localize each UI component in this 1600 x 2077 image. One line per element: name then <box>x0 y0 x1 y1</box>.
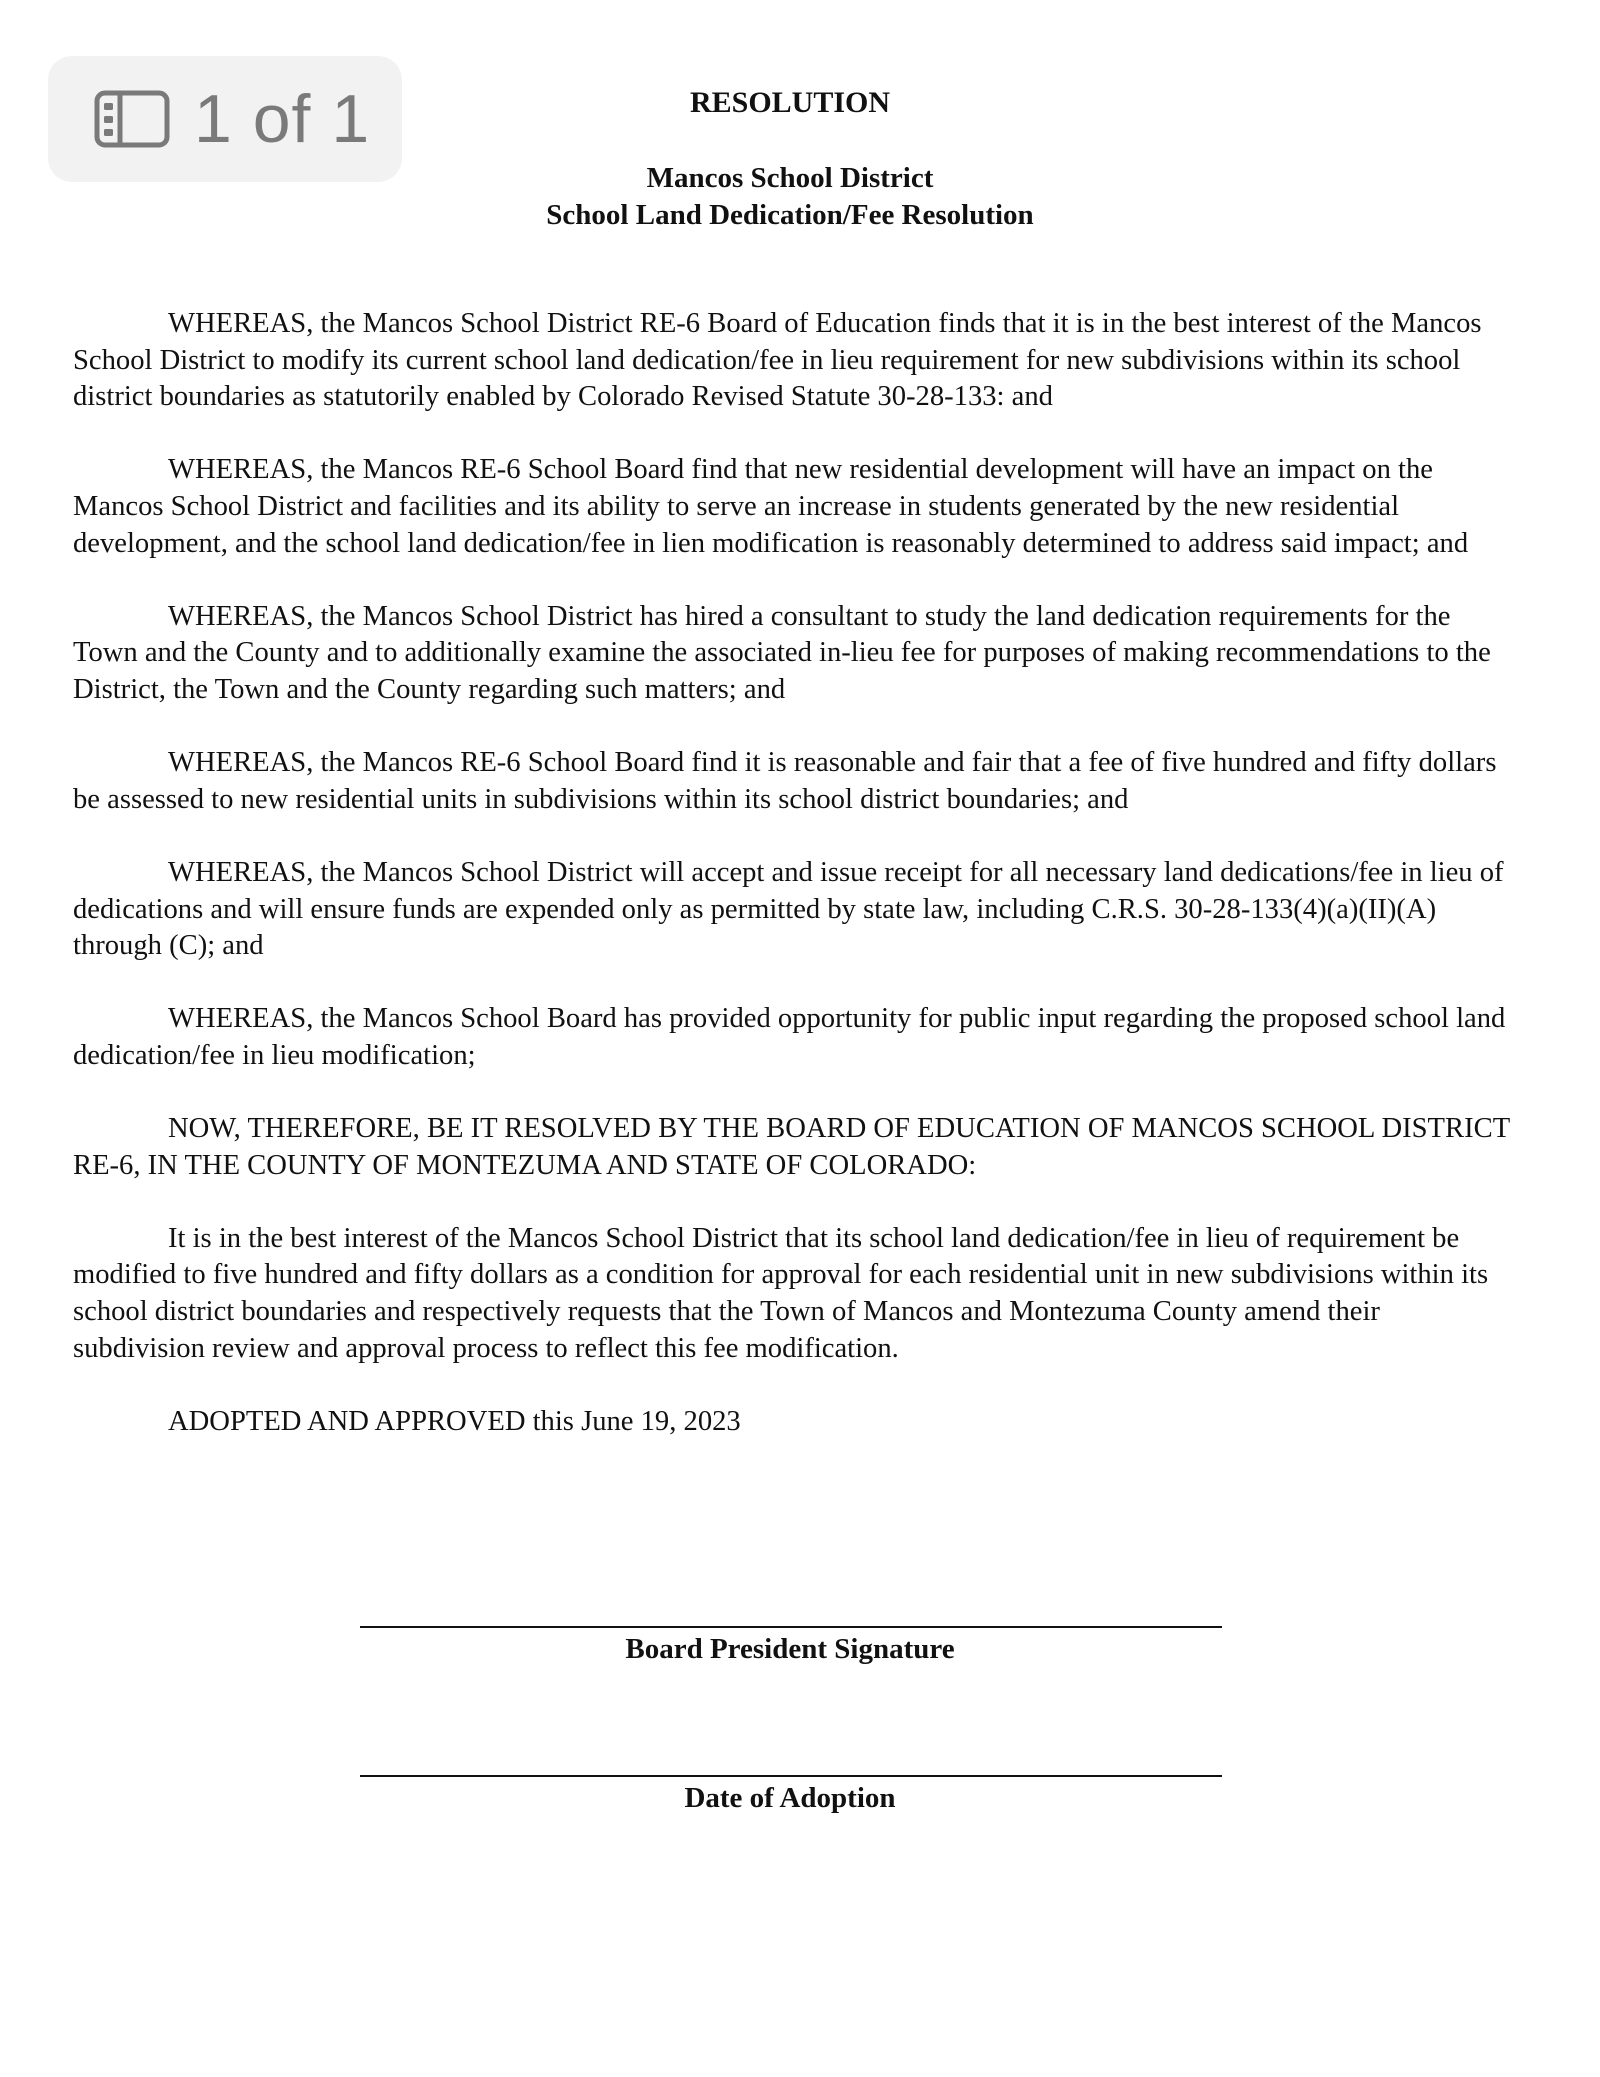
whereas-paragraph-3: WHEREAS, the Mancos School District has hired a consultant to study the land dedication requirements for the Town and the County and to additionally examine the associated in-lieu fee for purposes of making recommendations to the District, the Town and the County regarding such matters; and <box>73 600 1491 705</box>
whereas-paragraph-1: WHEREAS, the Mancos School District RE-6 Board of Education finds that it is in the best interest of the Mancos School District to modify its current school land dedication/fee in lieu requirement for new subdivisions within its school district boundaries as statutorily enabled by Colorado Revised Statute 30-28-133: and <box>73 308 1482 413</box>
resolved-paragraph: NOW, THEREFORE, BE IT RESOLVED BY THE BOARD OF EDUCATION OF MANCOS SCHOOL DISTRICT RE-6, IN THE COUNTY OF MONTEZUMA AND STATE OF COLORADO: <box>73 1113 1510 1181</box>
date-label: Date of Adoption <box>684 1782 896 1814</box>
date-line <box>360 1775 1222 1777</box>
document-subtitle-resolution: School Land Dedication/Fee Resolution <box>546 199 1034 231</box>
resolution-paragraph: It is in the best interest of the Mancos School District that its school land dedication/fee in lieu of requirement be modified to five hundred and fifty dollars as a condition for approval for each residential unit in new subdivisions within its school district boundaries and respectively requests that the Town of Mancos and Montezuma County amend their subdivision review and approval process to reflect this fee modification. <box>73 1222 1489 1364</box>
adopted-statement: ADOPTED AND APPROVED this June 19, 2023 <box>168 1405 741 1437</box>
signature-line <box>360 1626 1222 1628</box>
signature-label: Board President Signature <box>625 1633 955 1665</box>
whereas-paragraph-2: WHEREAS, the Mancos RE-6 School Board find that new residential development will have an impact on the Mancos School District and facilities and its ability to serve an increase in students generated by the new residential development, and the school land dedication/fee in lien modification is reasonably determined to address said impact; and <box>73 454 1469 559</box>
document-title: RESOLUTION <box>689 86 891 119</box>
document-subtitle-district: Mancos School District <box>646 162 934 194</box>
whereas-paragraph-4: WHEREAS, the Mancos RE-6 School Board find it is reasonable and fair that a fee of five hundred and fifty dollars be assessed to new residential units in subdivisions within its school district boundaries; and <box>73 747 1497 815</box>
whereas-paragraph-5: WHEREAS, the Mancos School District will accept and issue receipt for all necessary land dedications/fee in lieu of dedications and will ensure funds are expended only as permitted by state law, including C.R.S. 30-28-133(4)(a)(II)(A) through (C); and <box>73 856 1504 962</box>
page-indicator-text: 1 of 1 <box>194 81 371 157</box>
document-body <box>73 306 1513 1477</box>
whereas-paragraph-6: WHEREAS, the Mancos School Board has provided opportunity for public input regarding the proposed school land dedication/fee in lieu modification; <box>73 1003 1506 1071</box>
